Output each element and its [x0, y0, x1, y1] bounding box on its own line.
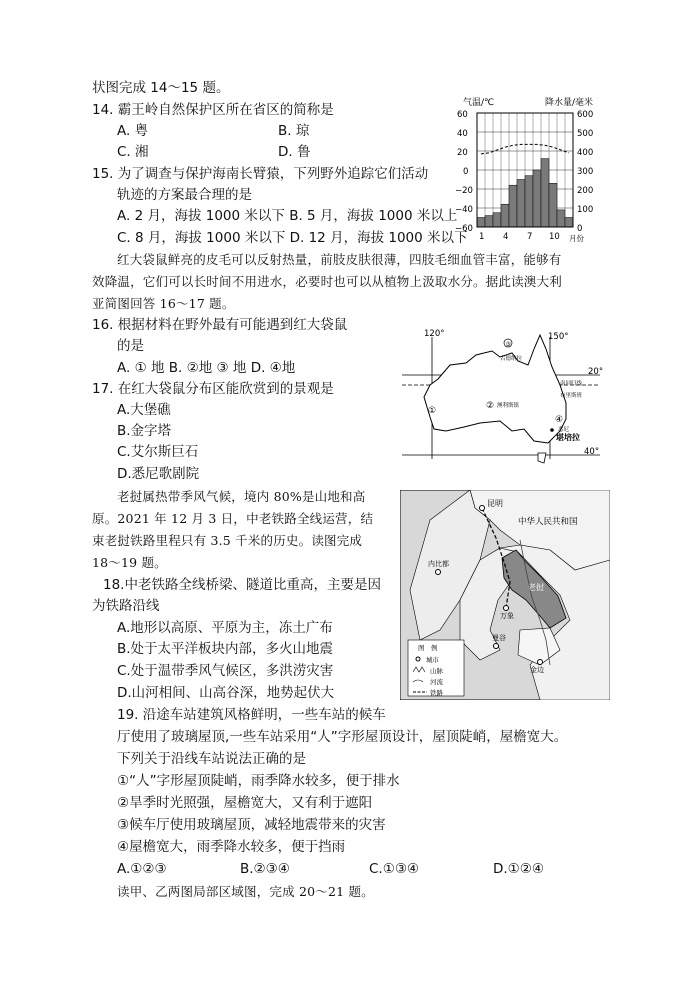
- right-tick-500: 500: [577, 129, 594, 139]
- laos-label: 老挝: [528, 583, 544, 592]
- city-north-label: 古德纳拉: [500, 356, 523, 362]
- left-tick-0: 0: [463, 167, 469, 177]
- q19-statement-2: ②旱季时光照强，屋檐宽大，又有利于遮阳: [117, 795, 373, 811]
- lon-120-label: 120°: [424, 329, 445, 339]
- right-tick-200: 200: [577, 186, 594, 196]
- footer-instruction: 读甲、乙两图局部区域图，完成 20～21 题。: [117, 884, 374, 899]
- left-tick-m60: −60: [455, 224, 473, 234]
- precip-bar-1: [477, 218, 485, 228]
- climate-ylabel-left: 气温/℃: [463, 98, 495, 108]
- legend-river-label: 河流: [430, 678, 443, 686]
- precip-bar-7: [525, 176, 533, 227]
- sydney-label: 悉尼: [558, 427, 570, 433]
- x-tick-4: 4: [503, 232, 509, 242]
- left-tick-60: 60: [457, 110, 468, 120]
- lon-150-label: 150°: [548, 332, 569, 342]
- q15-stem-line2: 轨迹的方案最合理的是: [117, 187, 252, 203]
- q19-option-d[interactable]: D.①②④: [493, 861, 544, 877]
- q19-stem-line1: 19. 沿途车站建筑风格鲜明，一些车站的候车: [117, 707, 386, 723]
- precip-bar-8: [533, 170, 541, 227]
- precip-bar-5: [509, 185, 517, 227]
- bangkok-marker: [494, 644, 499, 649]
- legend-mountain-label: 山脉: [430, 667, 443, 675]
- q14-option-b[interactable]: B. 琼: [278, 123, 310, 139]
- material1-line2: 效降温，它们可以长时间不用进水，必要时也可以从植物上汲取水分。据此读澳大利: [92, 274, 562, 289]
- left-tick-m40: −40: [455, 205, 473, 215]
- city-center-label: 澳利斯镇: [497, 403, 520, 409]
- q15-stem-line1: 15. 为了调查与保护海南长臂猿，下列野外追踪它们活动: [92, 166, 429, 182]
- right-tick-100: 100: [577, 205, 594, 215]
- q14-option-d[interactable]: D. 鲁: [278, 144, 311, 160]
- naypyidaw-label: 内比都: [428, 560, 449, 568]
- laos-map: [400, 490, 610, 700]
- q17-stem: 17. 在红大袋鼠分布区能欣赏到的景观是: [92, 381, 334, 397]
- q18-option-c[interactable]: C.处于温带季风气候区，多洪涝灾害: [117, 663, 334, 679]
- q17-option-d[interactable]: D.悉尼歌剧院: [117, 466, 200, 482]
- australia-outline: [424, 335, 566, 443]
- right-tick-300: 300: [577, 167, 594, 177]
- q16-stem-line2: 的是: [117, 338, 144, 354]
- brisbane-label: 布里斯班: [560, 393, 583, 399]
- phnom-penh-marker: [538, 660, 543, 665]
- q19-option-c[interactable]: C.①③④: [369, 861, 420, 877]
- kunming-marker: [480, 506, 485, 511]
- vientiane-marker: [504, 606, 509, 611]
- q18-option-a[interactable]: A.地形以高原、平原为主，冻土广布: [117, 620, 333, 636]
- legend-city-label: 城市: [426, 656, 439, 664]
- china-label: 中华人民共和国: [518, 517, 578, 527]
- precip-bar-4: [501, 204, 509, 227]
- right-tick-600: 600: [577, 110, 594, 120]
- legend-title: 图 例: [418, 644, 438, 652]
- material2-line4: 18～19 题。: [92, 555, 167, 570]
- q19-statement-4: ④屋檐宽大，雨季降水较多，便于挡雨: [117, 839, 346, 855]
- q19-statement-1: ①“人”字形屋顶陡峭，雨季降水较多，便于排水: [117, 773, 400, 789]
- circle-2-label: ②: [486, 401, 495, 411]
- precip-bar-6: [517, 180, 525, 228]
- canberra-marker: [550, 428, 554, 432]
- kunming-label: 昆明: [487, 499, 503, 508]
- canberra-label: 堪培拉: [556, 433, 580, 442]
- legend-rail-label: 铁路: [430, 689, 443, 697]
- q19-option-b[interactable]: B.②③④: [240, 861, 290, 877]
- legend-city-symbol: [416, 657, 420, 661]
- australia-map: [400, 327, 610, 467]
- vientiane-label: 万象: [500, 612, 514, 620]
- q14-option-c[interactable]: C. 湘: [117, 144, 149, 160]
- material1-line3: 亚简图回答 16～17 题。: [92, 296, 235, 311]
- q15-options-ab[interactable]: A. 2 月，海拔 1000 米以下 B. 5 月，海拔 1000 米以上: [117, 208, 458, 224]
- right-tick-400: 400: [577, 148, 594, 158]
- q19-option-a[interactable]: A.①②③: [117, 861, 167, 877]
- bangkok-label: 曼谷: [492, 634, 506, 642]
- q16-stem-line1: 16. 根据材料在野外最有可能遇到红大袋鼠: [92, 317, 348, 333]
- left-tick-40: 40: [457, 129, 468, 139]
- q17-option-a[interactable]: A.大堡礁: [117, 402, 171, 418]
- x-tick-1: 1: [479, 232, 485, 242]
- q19-stem-line2: 厅使用了玻璃屋顶,一些车站采用“人”字形屋顶设计，屋顶陡峭，屋檐宽大。: [117, 729, 568, 745]
- material1-line1: 红大袋鼠鲜亮的皮毛可以反射热量，前肢皮肤很薄，四肢毛细血管丰富，能够有: [117, 252, 562, 267]
- x-axis-unit: 月份: [569, 234, 584, 243]
- q18-option-d[interactable]: D.山河相间、山高谷深，地势起伏大: [117, 685, 335, 701]
- material2-line1: 老挝属热带季风气候，境内 80%是山地和高: [117, 489, 366, 504]
- q18-stem-line1: 18.中老铁路全线桥梁、隧道比重高，主要是因: [103, 577, 381, 593]
- right-tick-0: 0: [577, 224, 583, 234]
- q15-options-cd[interactable]: C. 8 月，海拔 1000 米以下 D. 12 月，海拔 1000 米以下: [117, 230, 468, 246]
- climate-chart: [455, 94, 615, 244]
- precip-bar-2: [485, 216, 493, 227]
- precip-bar-11: [557, 210, 565, 227]
- q17-option-c[interactable]: C.艾尔斯巨石: [117, 444, 199, 460]
- q13-tail: 状图完成 14～15 题。: [92, 80, 230, 96]
- lat-40-label: 40°: [584, 447, 600, 457]
- x-tick-10: 10: [549, 232, 560, 242]
- q16-options[interactable]: A. ① 地 B. ②地 ③ 地 D. ④地: [117, 360, 296, 376]
- naypyidaw-marker: [436, 570, 441, 575]
- phnom-penh-label: 金边: [530, 666, 544, 674]
- circle-3-label: ③: [505, 341, 511, 348]
- material2-line2: 原。2021 年 12 月 3 日，中老铁路全线运营，结: [92, 511, 374, 526]
- precip-bar-3: [493, 213, 501, 227]
- q19-statement-3: ③候车厅使用玻璃屋顶，减轻地震带来的灾害: [117, 817, 386, 833]
- precip-bar-9: [541, 159, 549, 227]
- precip-bar-12: [565, 218, 573, 228]
- climate-ylabel-right: 降水量/毫米: [545, 98, 594, 108]
- q17-option-b[interactable]: B.金字塔: [117, 423, 172, 439]
- lat-20-label: 20°: [588, 367, 604, 377]
- q19-stem-line3: 下列关于沿线车站说法正确的是: [117, 751, 306, 767]
- tasmania-outline: [538, 453, 546, 463]
- q18-option-b[interactable]: B.处于太平洋板块内部，多火山地震: [117, 641, 334, 657]
- circle-1-label: ①: [428, 406, 437, 416]
- left-tick-20: 20: [457, 148, 468, 158]
- x-tick-7: 7: [527, 232, 533, 242]
- q14-option-a[interactable]: A. 粤: [117, 123, 149, 139]
- material2-line3: 束老挝铁路里程只有 3.5 千米的历史。读图完成: [92, 533, 363, 548]
- tropic-label: 南回归线: [560, 381, 583, 387]
- left-tick-m20: −20: [455, 186, 473, 196]
- q14-stem: 14. 霸王岭自然保护区所在省区的简称是: [92, 102, 334, 118]
- circle-4-label: ④: [555, 415, 564, 425]
- precip-bar-10: [549, 183, 557, 227]
- q18-stem-line2: 为铁路沿线: [92, 598, 160, 614]
